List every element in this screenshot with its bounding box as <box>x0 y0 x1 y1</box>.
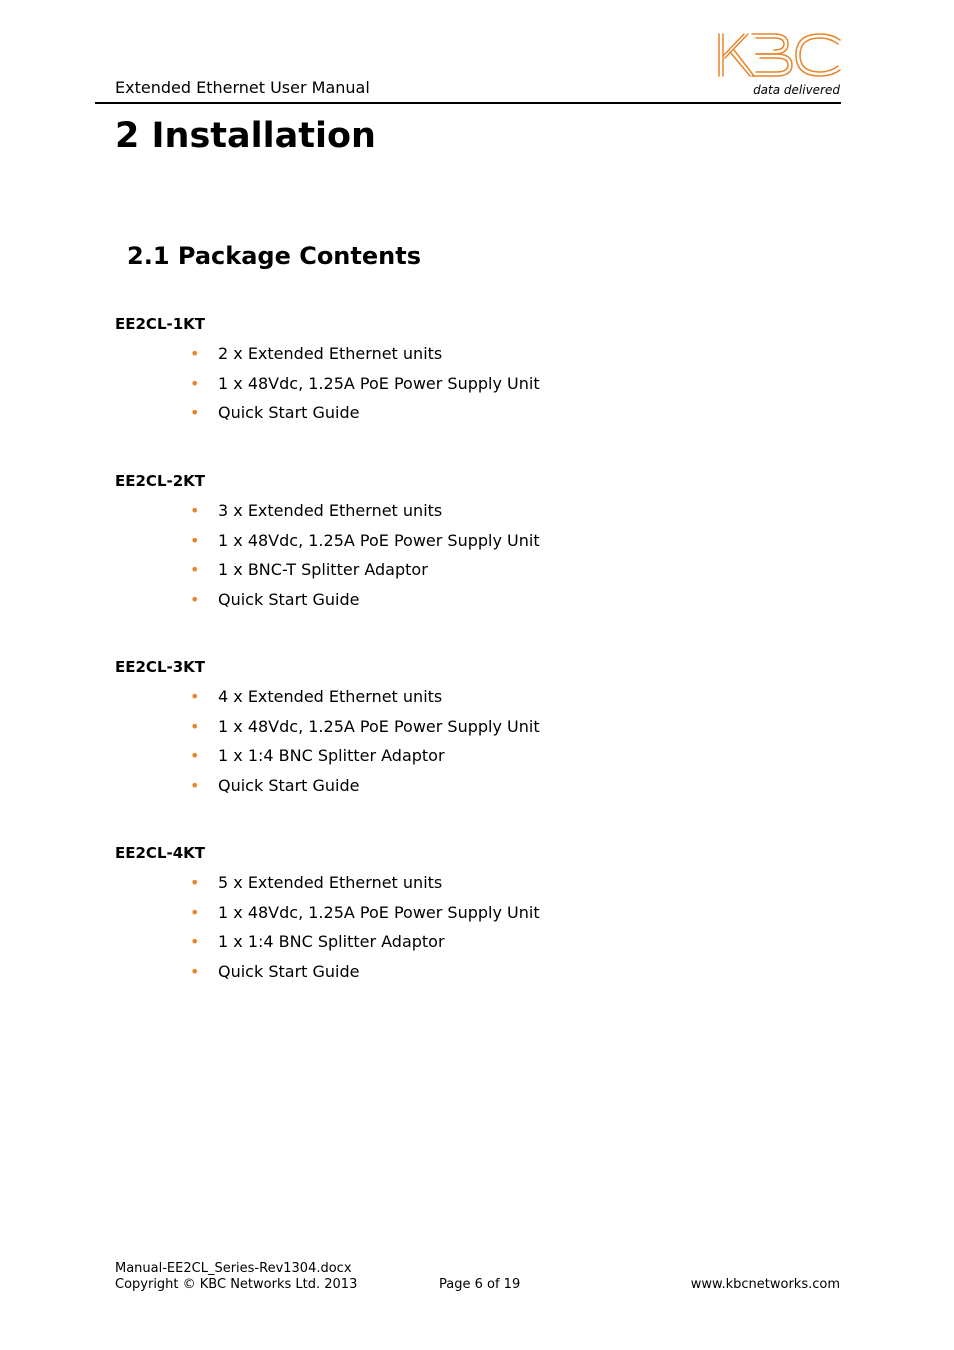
bullet-icon: • <box>190 902 200 922</box>
kit-contents-list <box>115 501 540 619</box>
list-item <box>115 560 540 590</box>
list-item <box>115 962 540 992</box>
logo-tagline: data delivered <box>753 83 840 97</box>
list-item-text: Quick Start Guide <box>218 589 360 609</box>
kit-name: EE2CL-3KT <box>115 658 206 676</box>
list-item-text: 1 x 48Vdc, 1.25A PoE Power Supply Unit <box>218 902 540 922</box>
chapter-title: 2 Installation <box>115 116 376 156</box>
footer-website: www.kbcnetworks.com <box>690 1277 840 1292</box>
kit-ee2cl-1kt <box>115 314 815 422</box>
list-item <box>115 344 540 374</box>
list-item <box>115 903 540 933</box>
list-item <box>115 687 540 717</box>
kit-name: EE2CL-4KT <box>115 844 206 862</box>
bullet-icon: • <box>190 373 200 393</box>
bullet-icon: • <box>190 530 200 550</box>
list-item-text: 4 x Extended Ethernet units <box>218 687 443 706</box>
section-title: 2.1 Package Contents <box>127 242 421 270</box>
list-item-text: Quick Start Guide <box>218 961 360 981</box>
list-item-text: 1 x BNC-T Splitter Adaptor <box>218 560 428 579</box>
bullet-icon: • <box>190 873 200 892</box>
list-item <box>115 717 540 747</box>
footer-page-number: Page 6 of 19 <box>439 1277 521 1292</box>
list-item-text: 1 x 1:4 BNC Splitter Adaptor <box>218 746 445 765</box>
kit-name: EE2CL-2KT <box>115 472 206 490</box>
bullet-icon: • <box>190 932 200 951</box>
bullet-icon: • <box>190 589 200 609</box>
bullet-icon: • <box>190 501 200 520</box>
kit-contents-list <box>115 344 540 433</box>
list-item-text: 5 x Extended Ethernet units <box>218 873 443 892</box>
bullet-icon: • <box>190 403 200 422</box>
bullet-icon: • <box>190 775 200 795</box>
footer-left <box>115 1261 357 1293</box>
list-item-text: 3 x Extended Ethernet units <box>218 501 443 520</box>
list-item <box>115 501 540 531</box>
list-item <box>115 590 540 620</box>
kbc-logo-mark <box>716 32 842 80</box>
bullet-icon: • <box>190 746 200 765</box>
footer-copyright: Copyright © KBC Networks Ltd. 2013 <box>115 1277 358 1292</box>
footer-filename: Manual-EE2CL_Series-Rev1304.docx <box>115 1261 352 1276</box>
list-item <box>115 873 540 903</box>
kbc-logo <box>714 32 842 100</box>
bullet-icon: • <box>190 716 200 736</box>
list-item <box>115 932 540 962</box>
bullet-icon: • <box>190 560 200 579</box>
list-item-text: Quick Start Guide <box>218 775 360 795</box>
bullet-icon: • <box>190 687 200 706</box>
kit-contents-list <box>115 873 540 991</box>
list-item-text: 1 x 1:4 BNC Splitter Adaptor <box>218 932 445 951</box>
list-item-text: 1 x 48Vdc, 1.25A PoE Power Supply Unit <box>218 373 540 393</box>
list-item <box>115 746 540 776</box>
kit-ee2cl-2kt <box>115 471 815 609</box>
list-item <box>115 776 540 806</box>
list-item <box>115 531 540 561</box>
kit-ee2cl-4kt <box>115 843 815 981</box>
list-item-text: 1 x 48Vdc, 1.25A PoE Power Supply Unit <box>218 716 540 736</box>
bullet-icon: • <box>190 961 200 981</box>
header-title: Extended Ethernet User Manual <box>115 78 370 97</box>
list-item <box>115 403 540 433</box>
bullet-icon: • <box>190 344 200 363</box>
kit-contents-list <box>115 687 540 805</box>
kit-name: EE2CL-1KT <box>115 315 206 333</box>
header-divider <box>95 102 841 104</box>
list-item <box>115 374 540 404</box>
list-item-text: Quick Start Guide <box>218 403 360 422</box>
kit-ee2cl-3kt <box>115 657 815 795</box>
list-item-text: 2 x Extended Ethernet units <box>218 344 443 363</box>
list-item-text: 1 x 48Vdc, 1.25A PoE Power Supply Unit <box>218 530 540 550</box>
